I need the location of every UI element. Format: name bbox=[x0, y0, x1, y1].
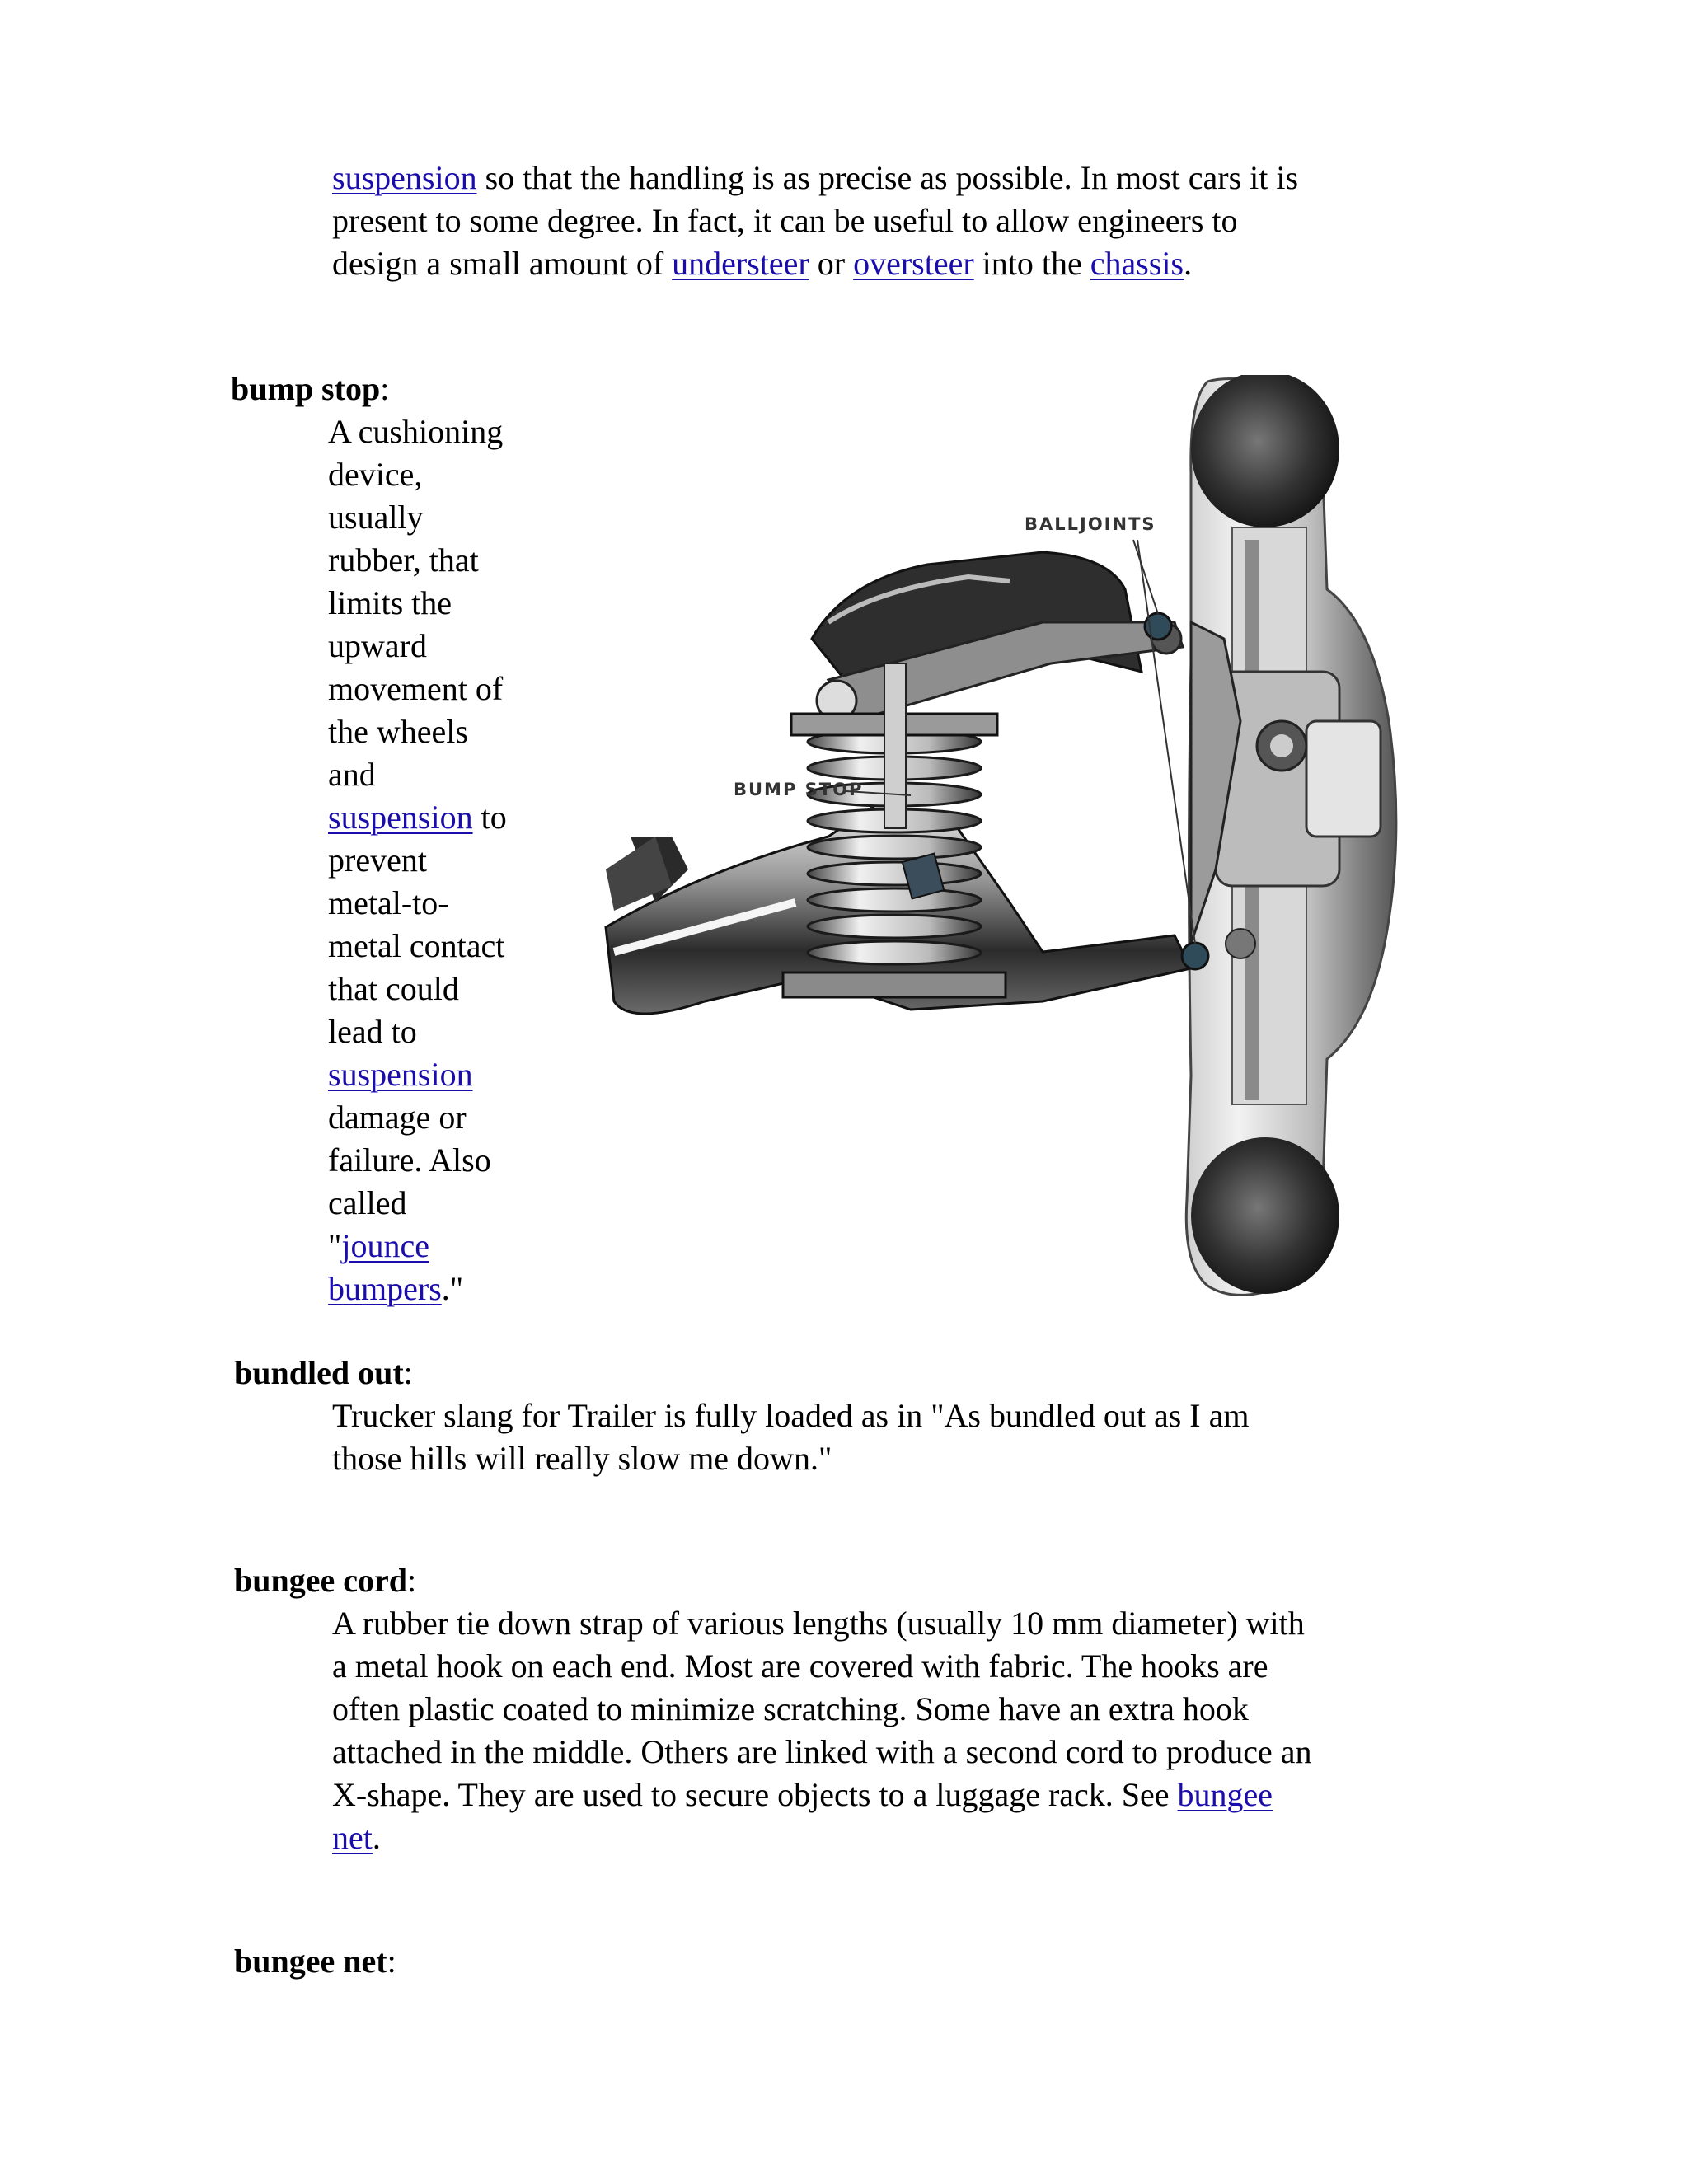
intro-text-2: present to some degree. In fact, it can be useful to allow engineers to bbox=[332, 202, 1238, 239]
coil-turn bbox=[808, 941, 981, 964]
def-line: failure. Also bbox=[328, 1141, 491, 1179]
quote-close: ." bbox=[441, 1270, 464, 1307]
bump-stop-definition bbox=[328, 410, 507, 1310]
def-line: that could bbox=[328, 970, 459, 1007]
def-line: the wheels bbox=[328, 713, 468, 750]
term-bundled-out-label: bundled out bbox=[234, 1354, 404, 1391]
link-suspension-2[interactable]: suspension bbox=[328, 799, 473, 836]
def-line: A rubber tie down strap of various lengths (usually 10 mm diameter) with bbox=[332, 1605, 1305, 1642]
def-text: X-shape. They are used to secure objects to a luggage rack. See bbox=[332, 1776, 1178, 1813]
def-line: metal contact bbox=[328, 927, 505, 964]
shock-rod bbox=[884, 663, 906, 828]
term-bungee-net-label: bungee net bbox=[234, 1943, 387, 1980]
def-line: prevent bbox=[328, 841, 427, 879]
term-bungee-cord-label: bungee cord bbox=[234, 1562, 407, 1599]
def-text: to bbox=[472, 799, 507, 836]
def-line: rubber, that bbox=[328, 541, 479, 579]
term-bungee-cord bbox=[234, 1559, 416, 1602]
def-line: A cushioning bbox=[328, 413, 504, 450]
def-line: and bbox=[328, 756, 376, 793]
link-chassis[interactable]: chassis bbox=[1090, 245, 1184, 282]
coil-turn bbox=[808, 836, 981, 859]
def-line: often plastic coated to minimize scratching. Some have an extra hook bbox=[332, 1690, 1249, 1727]
term-bungee-net bbox=[234, 1940, 396, 1983]
def-line: metal-to- bbox=[328, 884, 449, 921]
def-line: upward bbox=[328, 627, 427, 664]
label-balljoints: BALLJOINTS bbox=[1025, 514, 1156, 534]
link-bungee-net-2[interactable]: net bbox=[332, 1819, 373, 1856]
def-text: . bbox=[372, 1819, 381, 1856]
term-colon: : bbox=[407, 1562, 417, 1599]
def-line: attached in the middle. Others are linked with a second cord to produce an bbox=[332, 1733, 1312, 1770]
bundled-out-definition bbox=[332, 1394, 1249, 1480]
bungee-cord-definition bbox=[332, 1602, 1311, 1859]
term-colon: : bbox=[403, 1354, 413, 1391]
link-suspension-3[interactable]: suspension bbox=[328, 1056, 473, 1093]
def-line: Trucker slang for Trailer is fully loaded as in "As bundled out as I am bbox=[332, 1397, 1250, 1434]
link-jounce-bumpers-2[interactable]: bumpers bbox=[328, 1270, 442, 1307]
coil-turn bbox=[808, 862, 981, 885]
intro-text-3: design a small amount of bbox=[332, 245, 673, 282]
term-colon: : bbox=[380, 370, 390, 407]
coil-turn bbox=[808, 915, 981, 938]
def-line: a metal hook on each end. Most are covered with fabric. The hooks are bbox=[332, 1647, 1268, 1685]
intro-text-6: . bbox=[1184, 245, 1193, 282]
term-bump-stop-label: bump stop bbox=[231, 370, 381, 407]
def-line: damage or bbox=[328, 1099, 467, 1136]
def-line: those hills will really slow me down." bbox=[332, 1440, 832, 1477]
label-bump-stop: BUMP STOP bbox=[734, 780, 864, 799]
term-bundled-out bbox=[234, 1352, 413, 1394]
link-bungee-net[interactable]: bungee bbox=[1177, 1776, 1273, 1813]
quote-open: " bbox=[328, 1227, 342, 1264]
term-colon: : bbox=[387, 1943, 396, 1980]
spring-seat bbox=[783, 972, 1006, 997]
link-oversteer[interactable]: oversteer bbox=[853, 245, 974, 282]
def-line: lead to bbox=[328, 1013, 417, 1050]
def-line: usually bbox=[328, 499, 424, 536]
def-line: movement of bbox=[328, 670, 504, 707]
lower-balljoint bbox=[1182, 943, 1208, 969]
link-suspension[interactable]: suspension bbox=[332, 159, 477, 196]
leader-line-balljoint-lower bbox=[1137, 540, 1195, 944]
def-line: limits the bbox=[328, 584, 452, 621]
def-line: called bbox=[328, 1184, 407, 1221]
suspension-diagram-image bbox=[581, 375, 1455, 1306]
link-jounce-bumpers[interactable]: jounce bbox=[341, 1227, 429, 1264]
intro-text-5: into the bbox=[973, 245, 1090, 282]
intro-text-1: so that the handling is as precise as possible. In most cars it is bbox=[476, 159, 1299, 196]
term-bump-stop bbox=[231, 368, 389, 410]
coil-turn bbox=[808, 888, 981, 912]
def-line: device, bbox=[328, 456, 423, 493]
intro-paragraph bbox=[332, 157, 1298, 285]
intro-text-4: or bbox=[809, 245, 854, 282]
link-understeer[interactable]: understeer bbox=[672, 245, 809, 282]
